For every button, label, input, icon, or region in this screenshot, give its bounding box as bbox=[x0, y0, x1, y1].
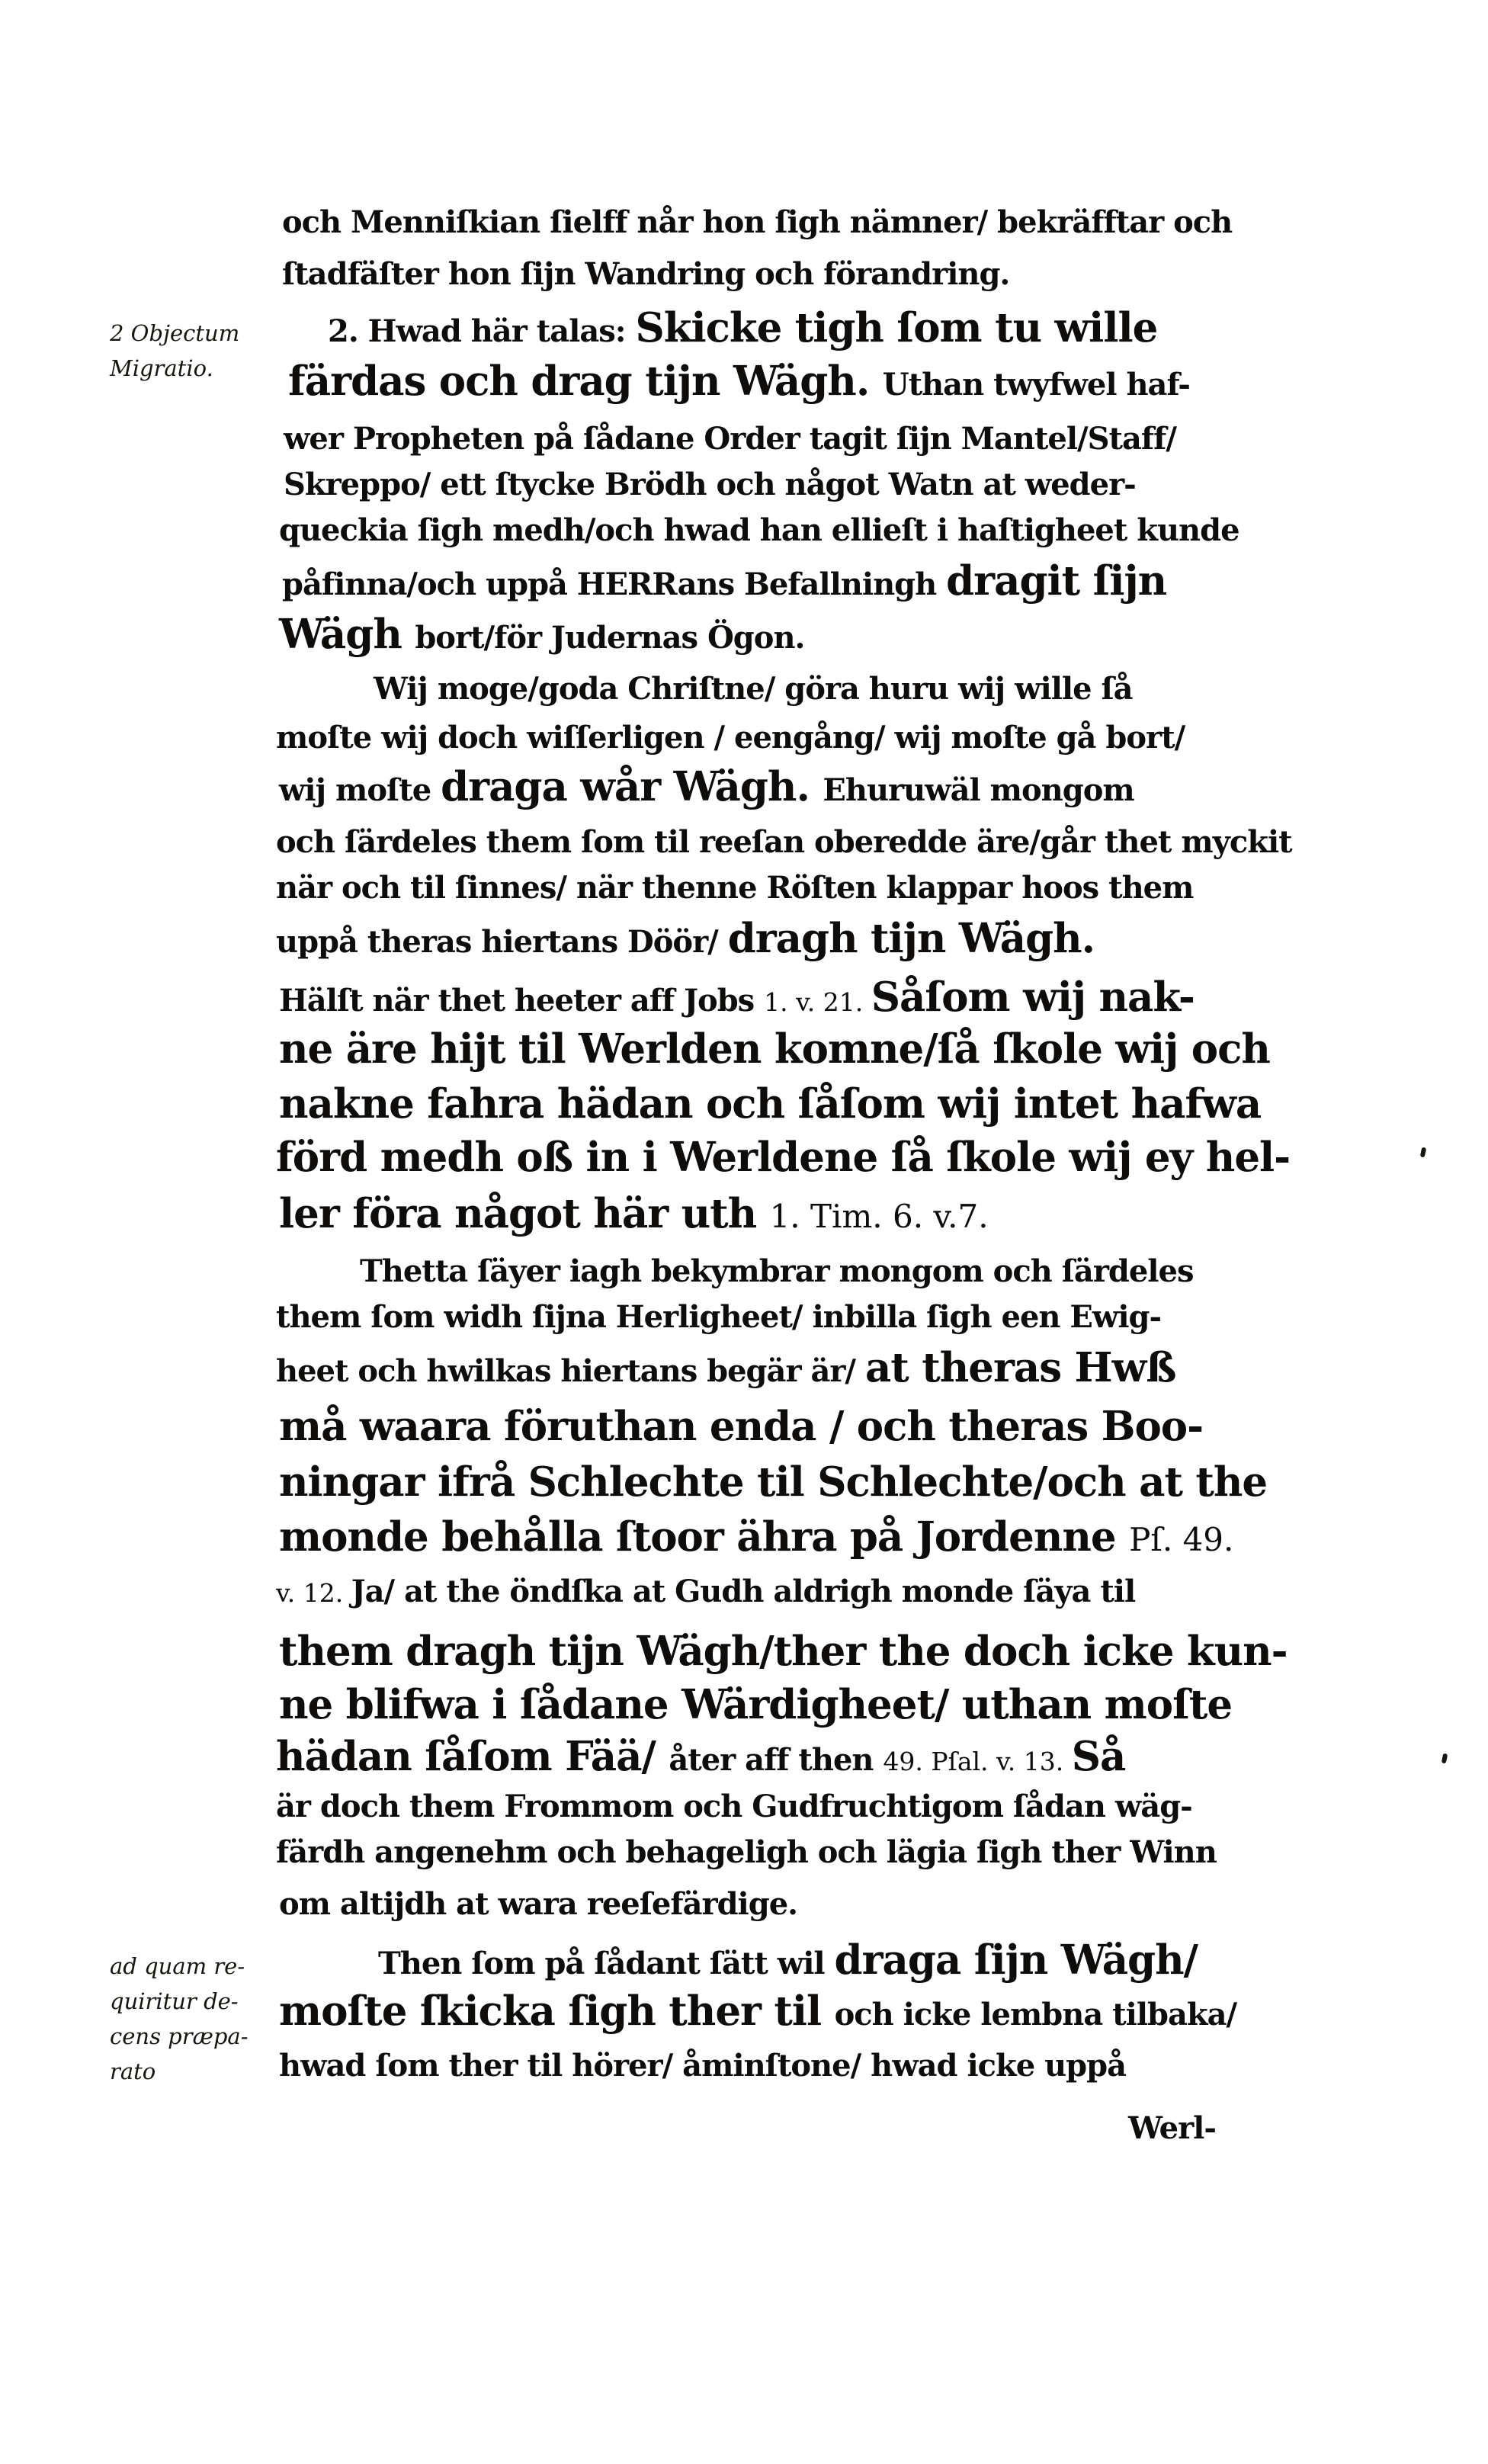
text-line bbox=[279, 1886, 798, 1922]
text-line bbox=[276, 824, 1292, 860]
text-segment: färdh angenehm och behageligh och lägia ſigh ther Winn bbox=[276, 1834, 1217, 1870]
text-line bbox=[279, 611, 805, 658]
text-segment: bort/för Judernas Ögon. bbox=[415, 620, 805, 656]
margin-note-ad-quam-requiritur bbox=[110, 1949, 249, 2089]
text-line bbox=[279, 1190, 989, 1237]
text-segment: nakne fahra hädan och ſåſom wij intet hafwa bbox=[279, 1080, 1262, 1128]
margin-note-line: rato bbox=[110, 2058, 156, 2084]
text-segment: färdas och drag tijn Wägh. bbox=[288, 358, 883, 405]
text-segment: 49. Pſal. v. 13. bbox=[883, 1747, 1072, 1776]
text-segment: Wägh bbox=[279, 611, 415, 658]
ink-speck bbox=[1442, 1753, 1448, 1764]
margin-note-line: quiritur de- bbox=[110, 1988, 239, 2014]
text-segment: Hälſt när thet heeter aff Jobs bbox=[279, 983, 765, 1019]
text-segment: Then ſom på ſådant ſätt wil bbox=[378, 1946, 835, 1981]
text-line bbox=[279, 1513, 1234, 1561]
text-segment: 1. v. 21. bbox=[764, 987, 871, 1017]
text-segment: Skicke tigh ſom tu wille bbox=[635, 304, 1158, 351]
text-segment: Wij moge/goda Chriſtne/ göra huru wij wille ſå bbox=[374, 671, 1133, 707]
text-segment: dragh tijn Wägh. bbox=[727, 915, 1095, 962]
text-segment: Så bbox=[1071, 1733, 1126, 1780]
text-segment: moſte wij doch wiſſerligen / eengång/ wij moſte gå bort/ bbox=[276, 720, 1185, 756]
text-segment: ne blifwa i ſådane Wärdigheet/ uthan moſte bbox=[279, 1681, 1233, 1728]
text-line bbox=[360, 1253, 1194, 1289]
text-line bbox=[276, 1574, 1136, 1609]
text-line bbox=[279, 2048, 1127, 2084]
text-segment: må waara föruthan enda / och theras Boo- bbox=[279, 1403, 1204, 1450]
text-segment: ler föra något här uth bbox=[279, 1190, 770, 1237]
text-segment: åter aff then bbox=[669, 1742, 884, 1778]
text-segment: ne äre hijt til Werlden komne/ſå ſkole wij och bbox=[279, 1025, 1270, 1073]
text-line bbox=[276, 1344, 1176, 1391]
text-segment: wij moſte bbox=[279, 772, 441, 808]
text-segment: draga ſijn Wägh/ bbox=[834, 1936, 1198, 1984]
text-line bbox=[279, 974, 1195, 1021]
text-segment: Thetta ſäyer iagh bekymbrar mongom och ſärdeles bbox=[360, 1253, 1194, 1289]
text-segment: ningar ifrå Schlechte til Schlechte/och at the bbox=[279, 1458, 1268, 1506]
margin-note-objectum-migratio bbox=[110, 316, 239, 386]
text-segment: draga wår Wägh. bbox=[441, 763, 823, 810]
text-segment: v. 12. bbox=[276, 1578, 351, 1608]
text-line bbox=[276, 1733, 1126, 1780]
text-line bbox=[284, 421, 1176, 457]
text-line bbox=[276, 1834, 1217, 1870]
text-line bbox=[288, 358, 1190, 405]
text-segment: at theras Hwß bbox=[864, 1344, 1176, 1391]
text-segment: them dragh tijn Wägh/ther the doch icke kun- bbox=[279, 1628, 1288, 1675]
text-segment: Uthan twyfwel haf- bbox=[882, 367, 1190, 403]
catchword: Werl- bbox=[1128, 2110, 1216, 2146]
text-line bbox=[276, 1134, 1291, 1181]
text-segment: wer Propheten på ſådane Order tagit ſijn Mantel/Staff/ bbox=[284, 421, 1176, 457]
margin-note-line: cens præpa- bbox=[110, 2023, 249, 2049]
text-segment: queckia ſigh medh/och hwad han ellieſt i haſtigheet kunde bbox=[279, 512, 1239, 548]
text-segment: om altijdh at wara reeſefärdige. bbox=[279, 1886, 798, 1922]
text-line bbox=[279, 1458, 1268, 1506]
text-segment: Ja/ at the öndſka at Gudh aldrigh monde ſäya til bbox=[351, 1574, 1136, 1609]
text-segment: när och til ſinnes/ när thenne Röſten klappar hoos them bbox=[276, 870, 1194, 906]
text-segment: monde behålla ſtoor ähra på Jordenne bbox=[279, 1513, 1130, 1561]
text-segment: heet och hwilkas hiertans begär är/ bbox=[276, 1353, 865, 1389]
ink-speck bbox=[1420, 1147, 1427, 1158]
text-segment: hwad ſom ther til hörer/ åminſtone/ hwad icke uppå bbox=[279, 2048, 1127, 2084]
text-segment: 2. Hwad här talas: bbox=[328, 313, 636, 349]
text-segment: 1. Tim. 6. v.7. bbox=[769, 1198, 989, 1235]
text-segment: är doch them Frommom och Gudfruchtigom ſådan wäg- bbox=[276, 1789, 1192, 1824]
text-line bbox=[276, 720, 1185, 756]
text-segment: Ehuruwäl mongom bbox=[823, 772, 1134, 808]
text-segment: uppå theras hiertans Döör/ bbox=[276, 924, 728, 960]
text-line bbox=[284, 467, 1136, 502]
text-segment: och icke lembna tilbaka/ bbox=[834, 1997, 1237, 2032]
text-segment: och ſärdeles them ſom til reeſan oberedde äre/går thet myckit bbox=[276, 824, 1292, 860]
text-segment: Skreppo/ ett ſtycke Brödh och något Watn at weder- bbox=[284, 467, 1136, 502]
text-line bbox=[374, 671, 1133, 707]
text-segment: dragit ſijn bbox=[946, 557, 1167, 605]
text-line bbox=[279, 1025, 1270, 1073]
text-line bbox=[378, 1936, 1198, 1984]
text-segment: ſtadfäſter hon ſijn Wandring och förandring. bbox=[282, 256, 1010, 292]
text-line bbox=[276, 870, 1194, 906]
text-segment: Såſom wij nak- bbox=[871, 974, 1195, 1021]
text-line bbox=[279, 763, 1134, 810]
text-line bbox=[279, 1403, 1204, 1450]
text-line bbox=[328, 304, 1158, 351]
text-segment: Pſ. 49. bbox=[1129, 1521, 1234, 1558]
text-segment: moſte ſkicka ſigh ther til bbox=[279, 1988, 835, 2035]
text-line bbox=[279, 1628, 1288, 1675]
text-line bbox=[282, 557, 1167, 605]
margin-note-line: 2 Objectum bbox=[110, 320, 240, 346]
text-line bbox=[279, 1681, 1233, 1728]
text-segment: hädan ſåſom Fää/ bbox=[276, 1733, 669, 1780]
text-segment: och Menniſkian ſielff når hon ſigh nämner/ bekräfftar och bbox=[282, 204, 1233, 240]
text-line bbox=[279, 512, 1239, 548]
margin-note-line: ad quam re- bbox=[110, 1953, 245, 1979]
text-line bbox=[276, 1789, 1192, 1824]
text-segment: påfinna/och uppå HERRans Befallningh bbox=[282, 566, 947, 602]
text-line bbox=[282, 256, 1010, 292]
text-line bbox=[279, 1988, 1237, 2035]
text-segment: them ſom widh ſijna Herligheet/ inbilla ſigh een Ewig- bbox=[276, 1299, 1162, 1335]
text-segment: förd medh oß in i Werldene ſå ſkole wij ey hel- bbox=[276, 1134, 1291, 1181]
margin-note-line: Migratio. bbox=[110, 355, 213, 381]
text-line bbox=[279, 1080, 1262, 1128]
text-line bbox=[276, 915, 1095, 962]
text-line bbox=[282, 204, 1233, 240]
text-line bbox=[276, 1299, 1162, 1335]
